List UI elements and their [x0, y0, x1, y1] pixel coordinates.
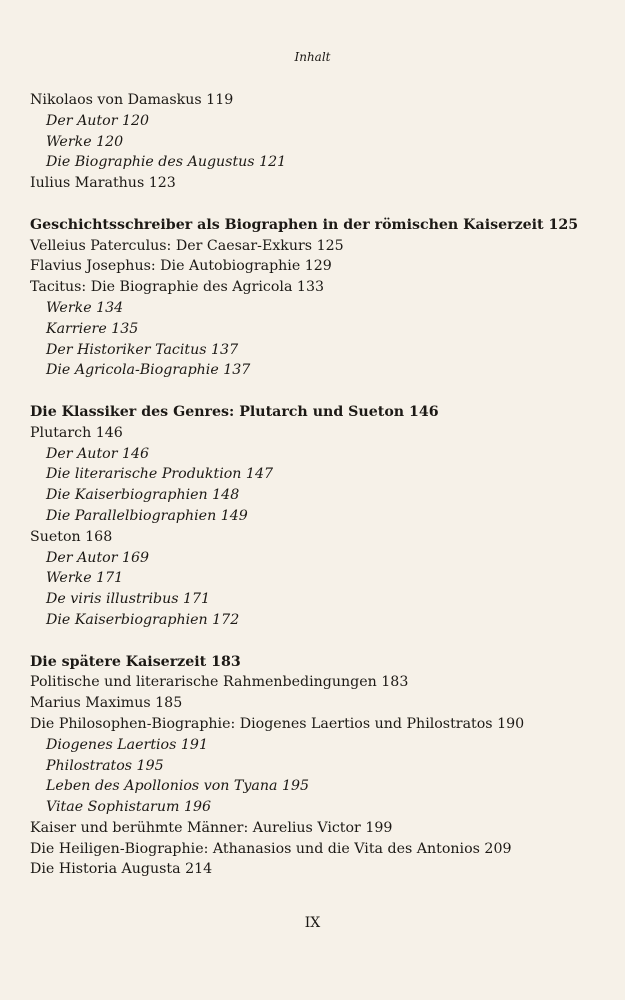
toc-subentry: Werke 171	[46, 570, 124, 587]
toc-subentry: Diogenes Laertios 191	[46, 736, 208, 753]
page-number: IX	[304, 915, 321, 931]
toc-entry: Plutarch 146	[30, 424, 123, 441]
toc-subentry: Die Agricola-Biographie 137	[46, 362, 251, 379]
toc-section-heading: Geschichtsschreiber als Biographen in der römischen Kaiserzeit 125	[30, 216, 579, 233]
toc-entry: Die Philosophen-Biographie: Diogenes Laertios und Philostratos 190	[30, 715, 525, 732]
toc-section-heading: Die Klassiker des Genres: Plutarch und Sueton 146	[30, 403, 439, 420]
toc-entry: Die Heiligen-Biographie: Athanasios und die Vita des Antonios 209	[30, 840, 512, 857]
toc-entry: Marius Maximus 185	[30, 695, 183, 712]
toc-subentry: Der Autor 169	[46, 549, 150, 566]
toc-subentry: Die Parallelbiographien 149	[46, 507, 248, 524]
toc-entry: Kaiser und berühmte Männer: Aurelius Victor 199	[30, 819, 393, 836]
toc-subentry: Vitae Sophistarum 196	[46, 799, 212, 816]
toc-subentry: Die Biographie des Augustus 121	[46, 154, 287, 171]
toc-subentry: Die Kaiserbiographien 148	[46, 487, 240, 504]
toc-subentry: Leben des Apollonios von Tyana 195	[46, 778, 310, 795]
section-spacer	[30, 381, 605, 402]
section-spacer	[30, 194, 605, 215]
table-of-contents	[30, 90, 605, 880]
toc-subentry: Karriere 135	[46, 320, 139, 337]
toc-subentry: Der Historiker Tacitus 137	[46, 341, 239, 358]
toc-entry: Sueton 168	[30, 528, 113, 545]
toc-subentry: Der Autor 120	[46, 112, 150, 129]
toc-subentry: Die literarische Produktion 147	[46, 466, 274, 483]
toc-entry: Tacitus: Die Biographie des Agricola 133	[30, 279, 325, 296]
toc-subentry: Die Kaiserbiographien 172	[46, 611, 240, 628]
toc-section-heading: Die spätere Kaiserzeit 183	[30, 653, 241, 670]
toc-subentry: Der Autor 146	[46, 445, 150, 462]
running-header: Inhalt	[294, 50, 331, 64]
toc-entry: Flavius Josephus: Die Autobiographie 129	[30, 258, 332, 275]
toc-subentry: Werke 120	[46, 133, 124, 150]
toc-subentry: Werke 134	[46, 299, 124, 316]
section-spacer	[30, 631, 605, 652]
toc-subentry: De viris illustribus 171	[46, 591, 211, 608]
toc-entry: Nikolaos von Damaskus 119	[30, 92, 234, 108]
toc-entry: Politische und literarische Rahmenbedingungen 183	[30, 674, 409, 691]
toc-entry: Die Historia Augusta 214	[30, 861, 213, 878]
toc-entry: Velleius Paterculus: Der Caesar-Exkurs 125	[30, 237, 344, 254]
toc-entry: Iulius Marathus 123	[30, 175, 176, 192]
toc-subentry: Philostratos 195	[46, 757, 164, 774]
